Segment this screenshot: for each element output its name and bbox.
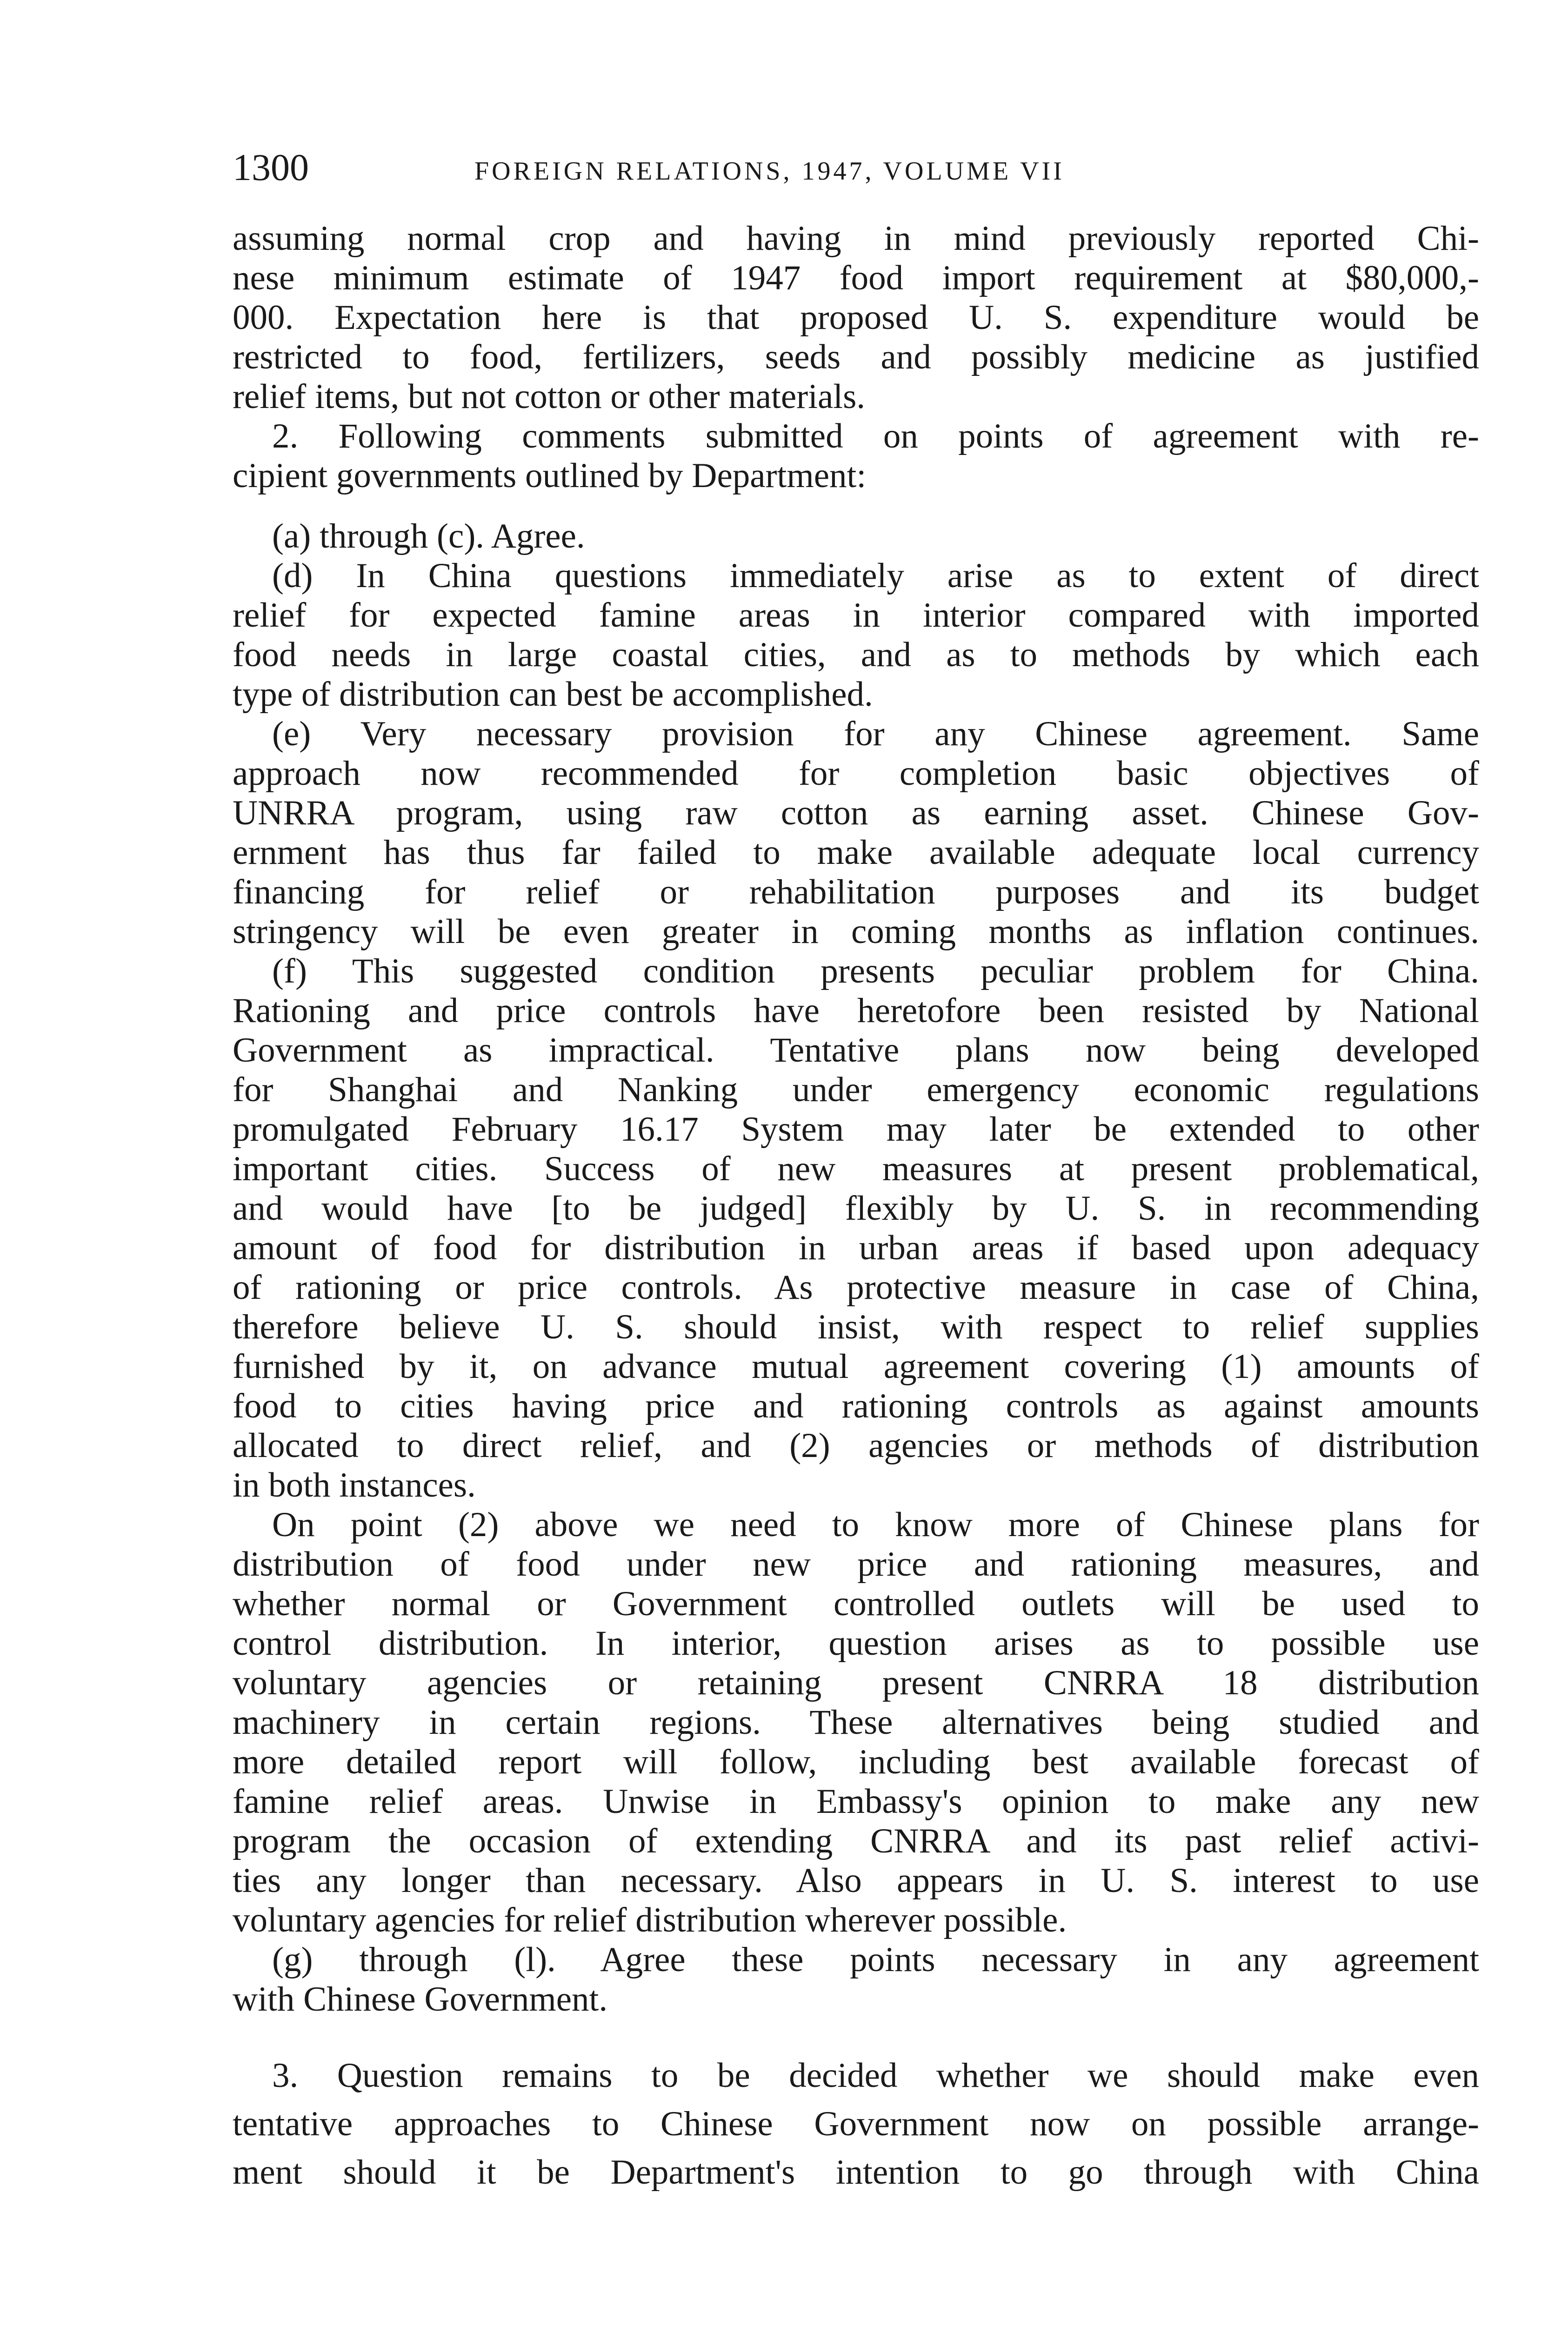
body-text	[233, 219, 1479, 2197]
text-line: voluntary agencies or retaining present CNRRA 18 distribution	[233, 1664, 1479, 1702]
text-line: (f) This suggested condition presents peculiar problem for China.	[272, 952, 1479, 990]
text-line: control distribution. In interior, question arises as to possible use	[233, 1624, 1479, 1663]
text-line: ernment has thus far failed to make available adequate local currency	[233, 833, 1479, 872]
text-line: UNRRA program, using raw cotton as earning asset. Chinese Gov-	[233, 794, 1479, 832]
text-line: more detailed report will follow, including best available forecast of	[233, 1743, 1479, 1781]
text-line: 000. Expectation here is that proposed U. S. expenditure would be	[233, 298, 1479, 337]
text-line: approach now recommended for completion basic objectives of	[233, 754, 1479, 793]
text-line: (d) In China questions immediately arise as to extent of direct	[272, 556, 1479, 595]
text-line: ties any longer than necessary. Also appears in U. S. interest to use	[233, 1861, 1479, 1900]
text-line: therefore believe U. S. should insist, with respect to relief supplies	[233, 1308, 1479, 1346]
text-line: Government as impractical. Tentative plans now being developed	[233, 1031, 1479, 1069]
text-line: restricted to food, fertilizers, seeds and possibly medicine as justified	[233, 338, 1479, 376]
text-line: in both instances.	[233, 1466, 476, 1504]
text-line: furnished by it, on advance mutual agreement covering (1) amounts of	[233, 1347, 1479, 1386]
text-line: (g) through (l). Agree these points necessary in any agreement	[272, 1940, 1479, 1979]
running-title: FOREIGN RELATIONS, 1947, VOLUME VII	[474, 157, 1065, 186]
text-line: of rationing or price controls. As protective measure in case of China,	[233, 1268, 1479, 1307]
text-line: relief for expected famine areas in interior compared with imported	[233, 596, 1479, 635]
text-line: financing for relief or rehabilitation purposes and its budget	[233, 873, 1479, 911]
text-line: Rationing and price controls have heretofore been resisted by National	[233, 991, 1479, 1030]
text-line: type of distribution can best be accomplished.	[233, 675, 873, 714]
text-line: 3. Question remains to be decided whether we should make even	[272, 2056, 1479, 2095]
running-head	[233, 142, 1479, 193]
text-line: (e) Very necessary provision for any Chinese agreement. Same	[272, 715, 1479, 753]
text-line: and would have [to be judged] flexibly by U. S. in recommending	[233, 1189, 1479, 1228]
text-line: stringency will be even greater in coming months as inflation continues.	[233, 912, 1479, 951]
text-line: food to cities having price and rationing controls as against amounts	[233, 1387, 1479, 1425]
text-line: ment should it be Department's intention to go through with China	[233, 2153, 1479, 2192]
text-line: (a) through (c). Agree.	[272, 517, 585, 555]
text-line: relief items, but not cotton or other materials.	[233, 377, 866, 416]
text-line: amount of food for distribution in urban areas if based upon adequacy	[233, 1229, 1479, 1267]
text-line: On point (2) above we need to know more of Chinese plans for	[272, 1505, 1479, 1544]
text-line: food needs in large coastal cities, and as to methods by which each	[233, 635, 1479, 674]
text-line: famine relief areas. Unwise in Embassy's opinion to make any new	[233, 1782, 1479, 1821]
text-line: cipient governments outlined by Department:	[233, 456, 867, 495]
text-line: important cities. Success of new measures at present problematical,	[233, 1150, 1479, 1188]
text-line: program the occasion of extending CNRRA and its past relief activi-	[233, 1822, 1479, 1860]
text-line: promulgated February 16.17 System may later be extended to other	[233, 1110, 1479, 1149]
page-number: 1300	[233, 146, 309, 188]
text-line: nese minimum estimate of 1947 food import requirement at $80,000,-	[233, 259, 1479, 297]
text-line: with Chinese Government.	[233, 1980, 608, 2019]
text-line: for Shanghai and Nanking under emergency economic regulations	[233, 1070, 1479, 1109]
text-line: machinery in certain regions. These alternatives being studied and	[233, 1703, 1479, 1742]
text-line: voluntary agencies for relief distribution wherever possible.	[233, 1901, 1067, 1939]
text-line: allocated to direct relief, and (2) agencies or methods of distribution	[233, 1426, 1479, 1465]
text-line: distribution of food under new price and rationing measures, and	[233, 1545, 1479, 1584]
text-line: assuming normal crop and having in mind previously reported Chi-	[233, 219, 1479, 258]
text-line: tentative approaches to Chinese Government now on possible arrange-	[233, 2105, 1479, 2143]
text-line: whether normal or Government controlled outlets will be used to	[233, 1584, 1479, 1623]
text-line: 2. Following comments submitted on points of agreement with re-	[272, 417, 1479, 455]
